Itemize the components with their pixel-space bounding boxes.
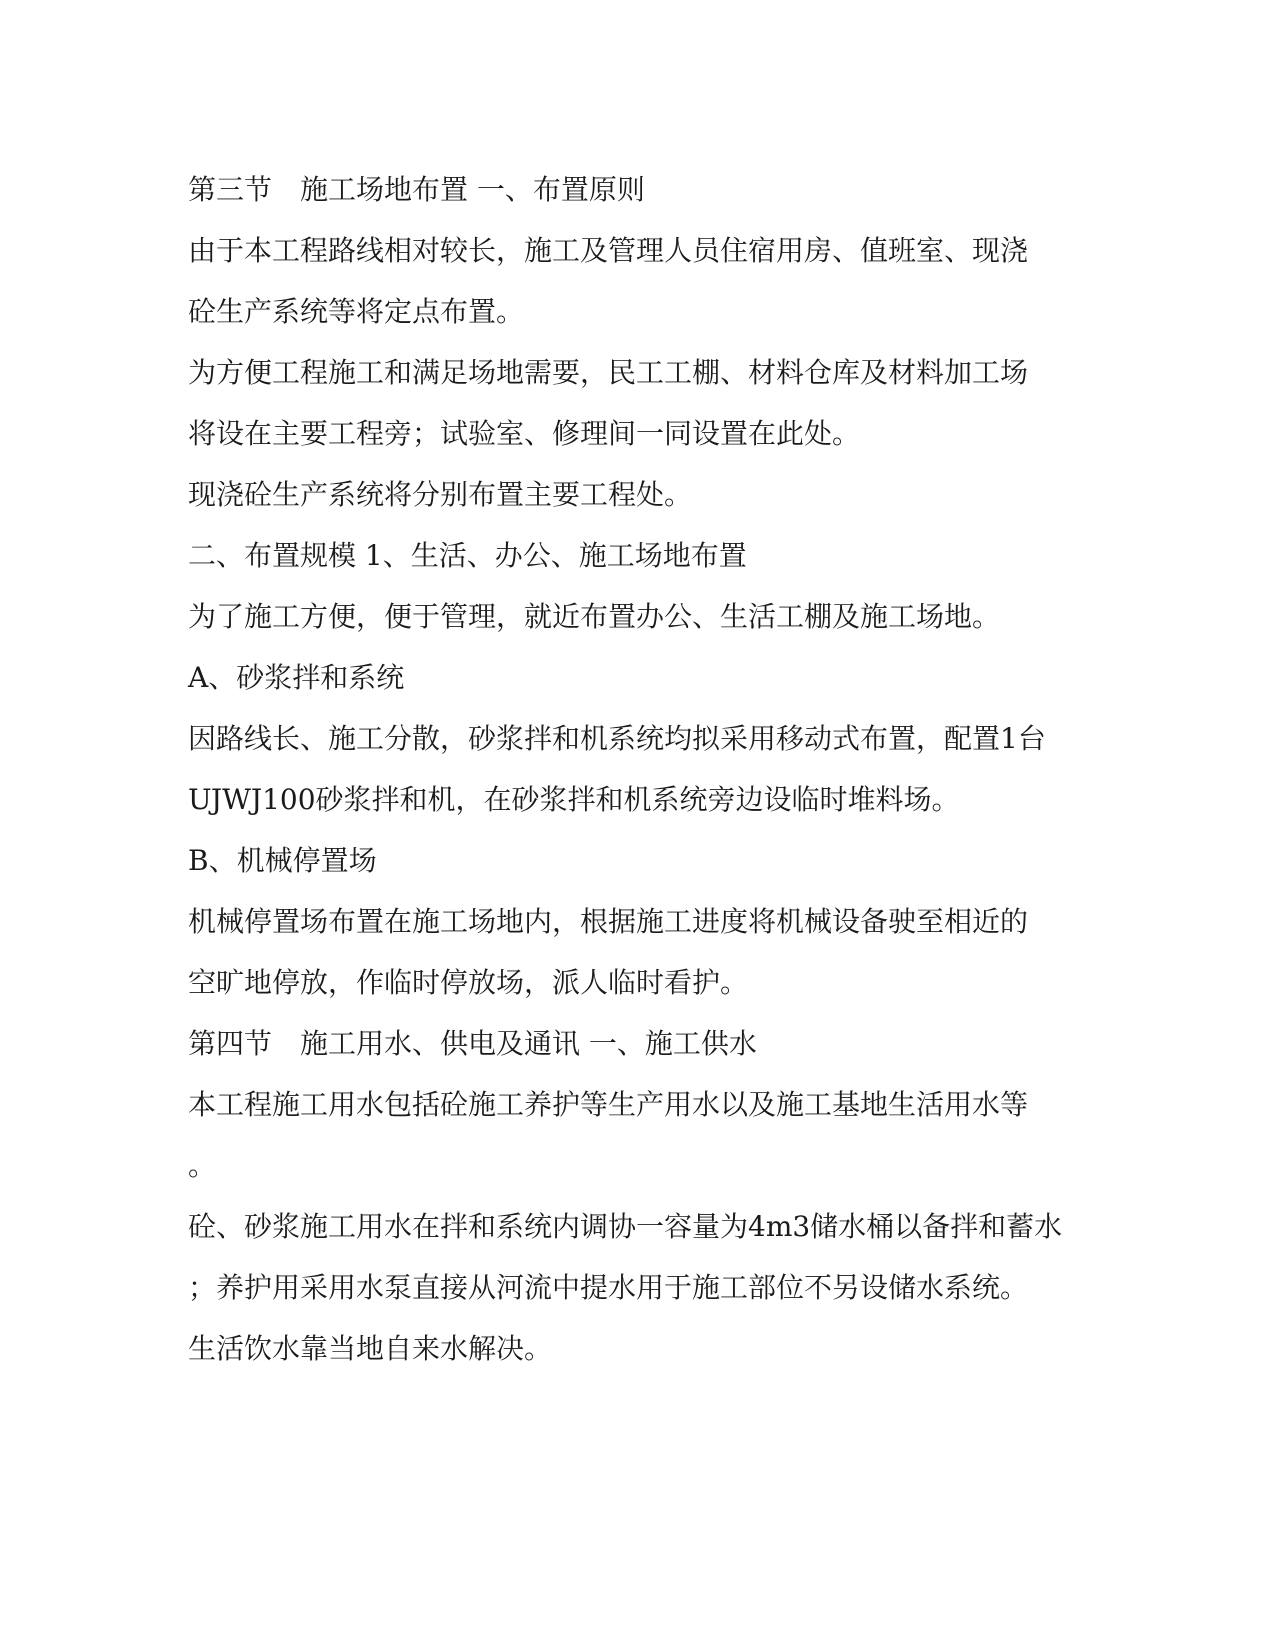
paragraph-line: 空旷地停放，作临时停放场，派人临时看护。 (188, 966, 749, 999)
section-heading-3: 第三节 施工场地布置 一、布置原则 (188, 173, 645, 206)
paragraph-line: 生活饮水靠当地自来水解决。 (188, 1332, 553, 1365)
paragraph-line: ；养护用采用水泵直接从河流中提水用于施工部位不另设储水系统。 (188, 1271, 1029, 1304)
item-heading-b: B、机械停置场 (188, 844, 377, 877)
section-heading-4: 第四节 施工用水、供电及通讯 一、施工供水 (188, 1027, 757, 1060)
paragraph-line: 为了施工方便，便于管理，就近布置办公、生活工棚及施工场地。 (188, 600, 1001, 633)
paragraph-line: 由于本工程路线相对较长，施工及管理人员住宿用房、值班室、现浇 (188, 234, 1029, 267)
paragraph-line: 现浇砼生产系统将分别布置主要工程处。 (188, 478, 693, 511)
paragraph-line: 因路线长、施工分散，砂浆拌和机系统均拟采用移动式布置，配置1台 (188, 722, 1046, 755)
paragraph-line: 砼生产系统等将定点布置。 (188, 295, 525, 328)
paragraph-line: UJWJ100砂浆拌和机，在砂浆拌和机系统旁边设临时堆料场。 (188, 783, 960, 816)
paragraph-line: 为方便工程施工和满足场地需要，民工工棚、材料仓库及材料加工场 (188, 356, 1029, 389)
item-heading-a: A、砂浆拌和系统 (188, 661, 405, 694)
paragraph-line: 砼、砂浆施工用水在拌和系统内调协一容量为4m3储水桶以备拌和蓄水 (188, 1210, 1063, 1243)
paragraph-line: 机械停置场布置在施工场地内，根据施工进度将机械设备驶至相近的 (188, 905, 1029, 938)
paragraph-line: 。 (188, 1149, 217, 1182)
paragraph-line: 本工程施工用水包括砼施工养护等生产用水以及施工基地生活用水等 (188, 1088, 1029, 1121)
subsection-heading: 二、布置规模 1、生活、办公、施工场地布置 (188, 539, 747, 572)
paragraph-line: 将设在主要工程旁；试验室、修理间一同设置在此处。 (188, 417, 861, 450)
